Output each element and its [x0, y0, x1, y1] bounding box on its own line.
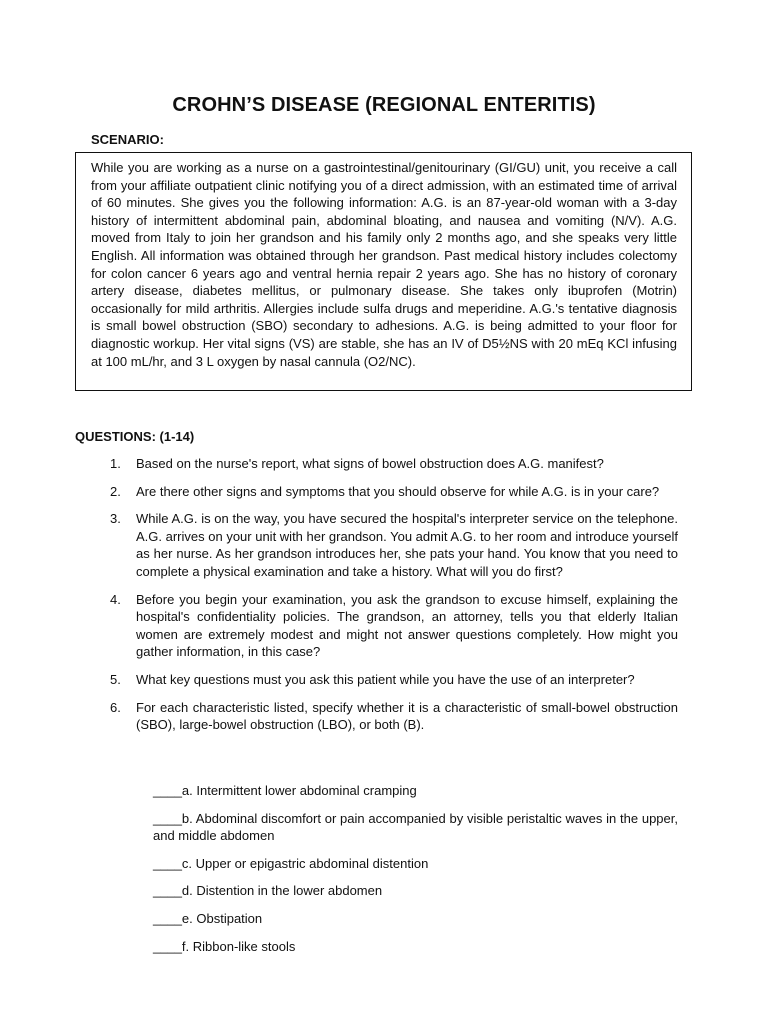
question-text: Before you begin your examination, you ask the grandson to excuse himself, explaining the hospital's confidentiality policies. The grandson, an attorney, tells you that elderly Italian women are extremely modest and might not answer questions completely. How might you gather information, in this case?: [136, 591, 678, 660]
question-text: Are there other signs and symptoms that you should observe for while A.G. is in your care?: [136, 483, 660, 499]
question-item: [110, 455, 678, 473]
question-number: 5.: [110, 671, 121, 687]
characteristic-list: [153, 782, 678, 965]
question-item: [110, 510, 678, 580]
question-number: 6.: [110, 699, 121, 715]
scenario-heading: SCENARIO:: [91, 132, 164, 147]
question-text: What key questions must you ask this patient while you have the use of an interpreter?: [136, 671, 635, 687]
scenario-box: [75, 152, 692, 391]
question-text: While A.G. is on the way, you have secured the hospital's interpreter service on the telephone. A.G. arrives on your unit with her grandson. You admit A.G. to her room and introduce yourself as her nurse. As her grandson introduces her, she pats your hand. You know that you need to complete a physical examination and take a history. What will you do first?: [136, 511, 678, 579]
question-number: 2.: [110, 483, 121, 499]
question-number: 3.: [110, 511, 121, 527]
question-text: Based on the nurse's report, what signs of bowel obstruction does A.G. manifest?: [136, 456, 604, 471]
characteristic-item: ____e. Obstipation: [153, 910, 263, 926]
page-title: CROHN’S DISEASE (REGIONAL ENTERITIS): [172, 94, 596, 116]
question-item: [110, 591, 678, 661]
question-text: For each characteristic listed, specify whether it is a characteristic of small-bowel obstruction (SBO), large-bowel obstruction (LBO), or both (B).: [136, 699, 678, 733]
characteristic-item: ____f. Ribbon-like stools: [153, 938, 296, 954]
question-item: [110, 671, 678, 689]
question-number: 1.: [110, 456, 121, 471]
scenario-text: While you are working as a nurse on a gastrointestinal/genitourinary (GI/GU) unit, you receive a call from your affiliate outpatient clinic notifying you of a direct admission, with an estimated time of arrival of 60 minutes. She gives you the following information: A.G. is an 87-year-old woman with a 3-day history of intermittent abdominal pain, abdominal bloating, and nausea and vomiting (N/V). A.G. moved from Italy to join her grandson and his family only 2 months ago, and she speaks very little English. All information was obtained through her grandson. Past medical history includes colectomy for colon cancer 6 years ago and ventral hernia repair 2 years ago. She has no history of coronary artery disease, diabetes mellitus, or pulmonary disease. She takes only ibuprofen (Motrin) occasionally for mild arthritis. Allergies include sulfa drugs and meperidine. A.G.'s tentative diagnosis is small bowel obstruction (SBO) secondary to adhesions. A.G. is being admitted to your floor for diagnostic workup. Her vital signs (VS) are stable, she has an IV of D5½NS with 20 mEq KCl infusing at 100 mL/hr, and 3 L oxygen by nasal cannula (O2/NC).: [91, 160, 677, 369]
question-item: [110, 483, 678, 501]
characteristic-item: ____d. Distention in the lower abdomen: [153, 883, 383, 899]
questions-heading: QUESTIONS: (1-14): [75, 429, 195, 444]
characteristic-item: ____a. Intermittent lower abdominal cramping: [153, 783, 417, 798]
question-number: 4.: [110, 591, 121, 607]
characteristic-item: ____c. Upper or epigastric abdominal distention: [153, 855, 429, 871]
question-list: [110, 455, 678, 744]
question-item: [110, 699, 678, 734]
characteristic-item: ____b. Abdominal discomfort or pain accompanied by visible peristaltic waves in the upper, and middle abdomen: [153, 810, 678, 844]
